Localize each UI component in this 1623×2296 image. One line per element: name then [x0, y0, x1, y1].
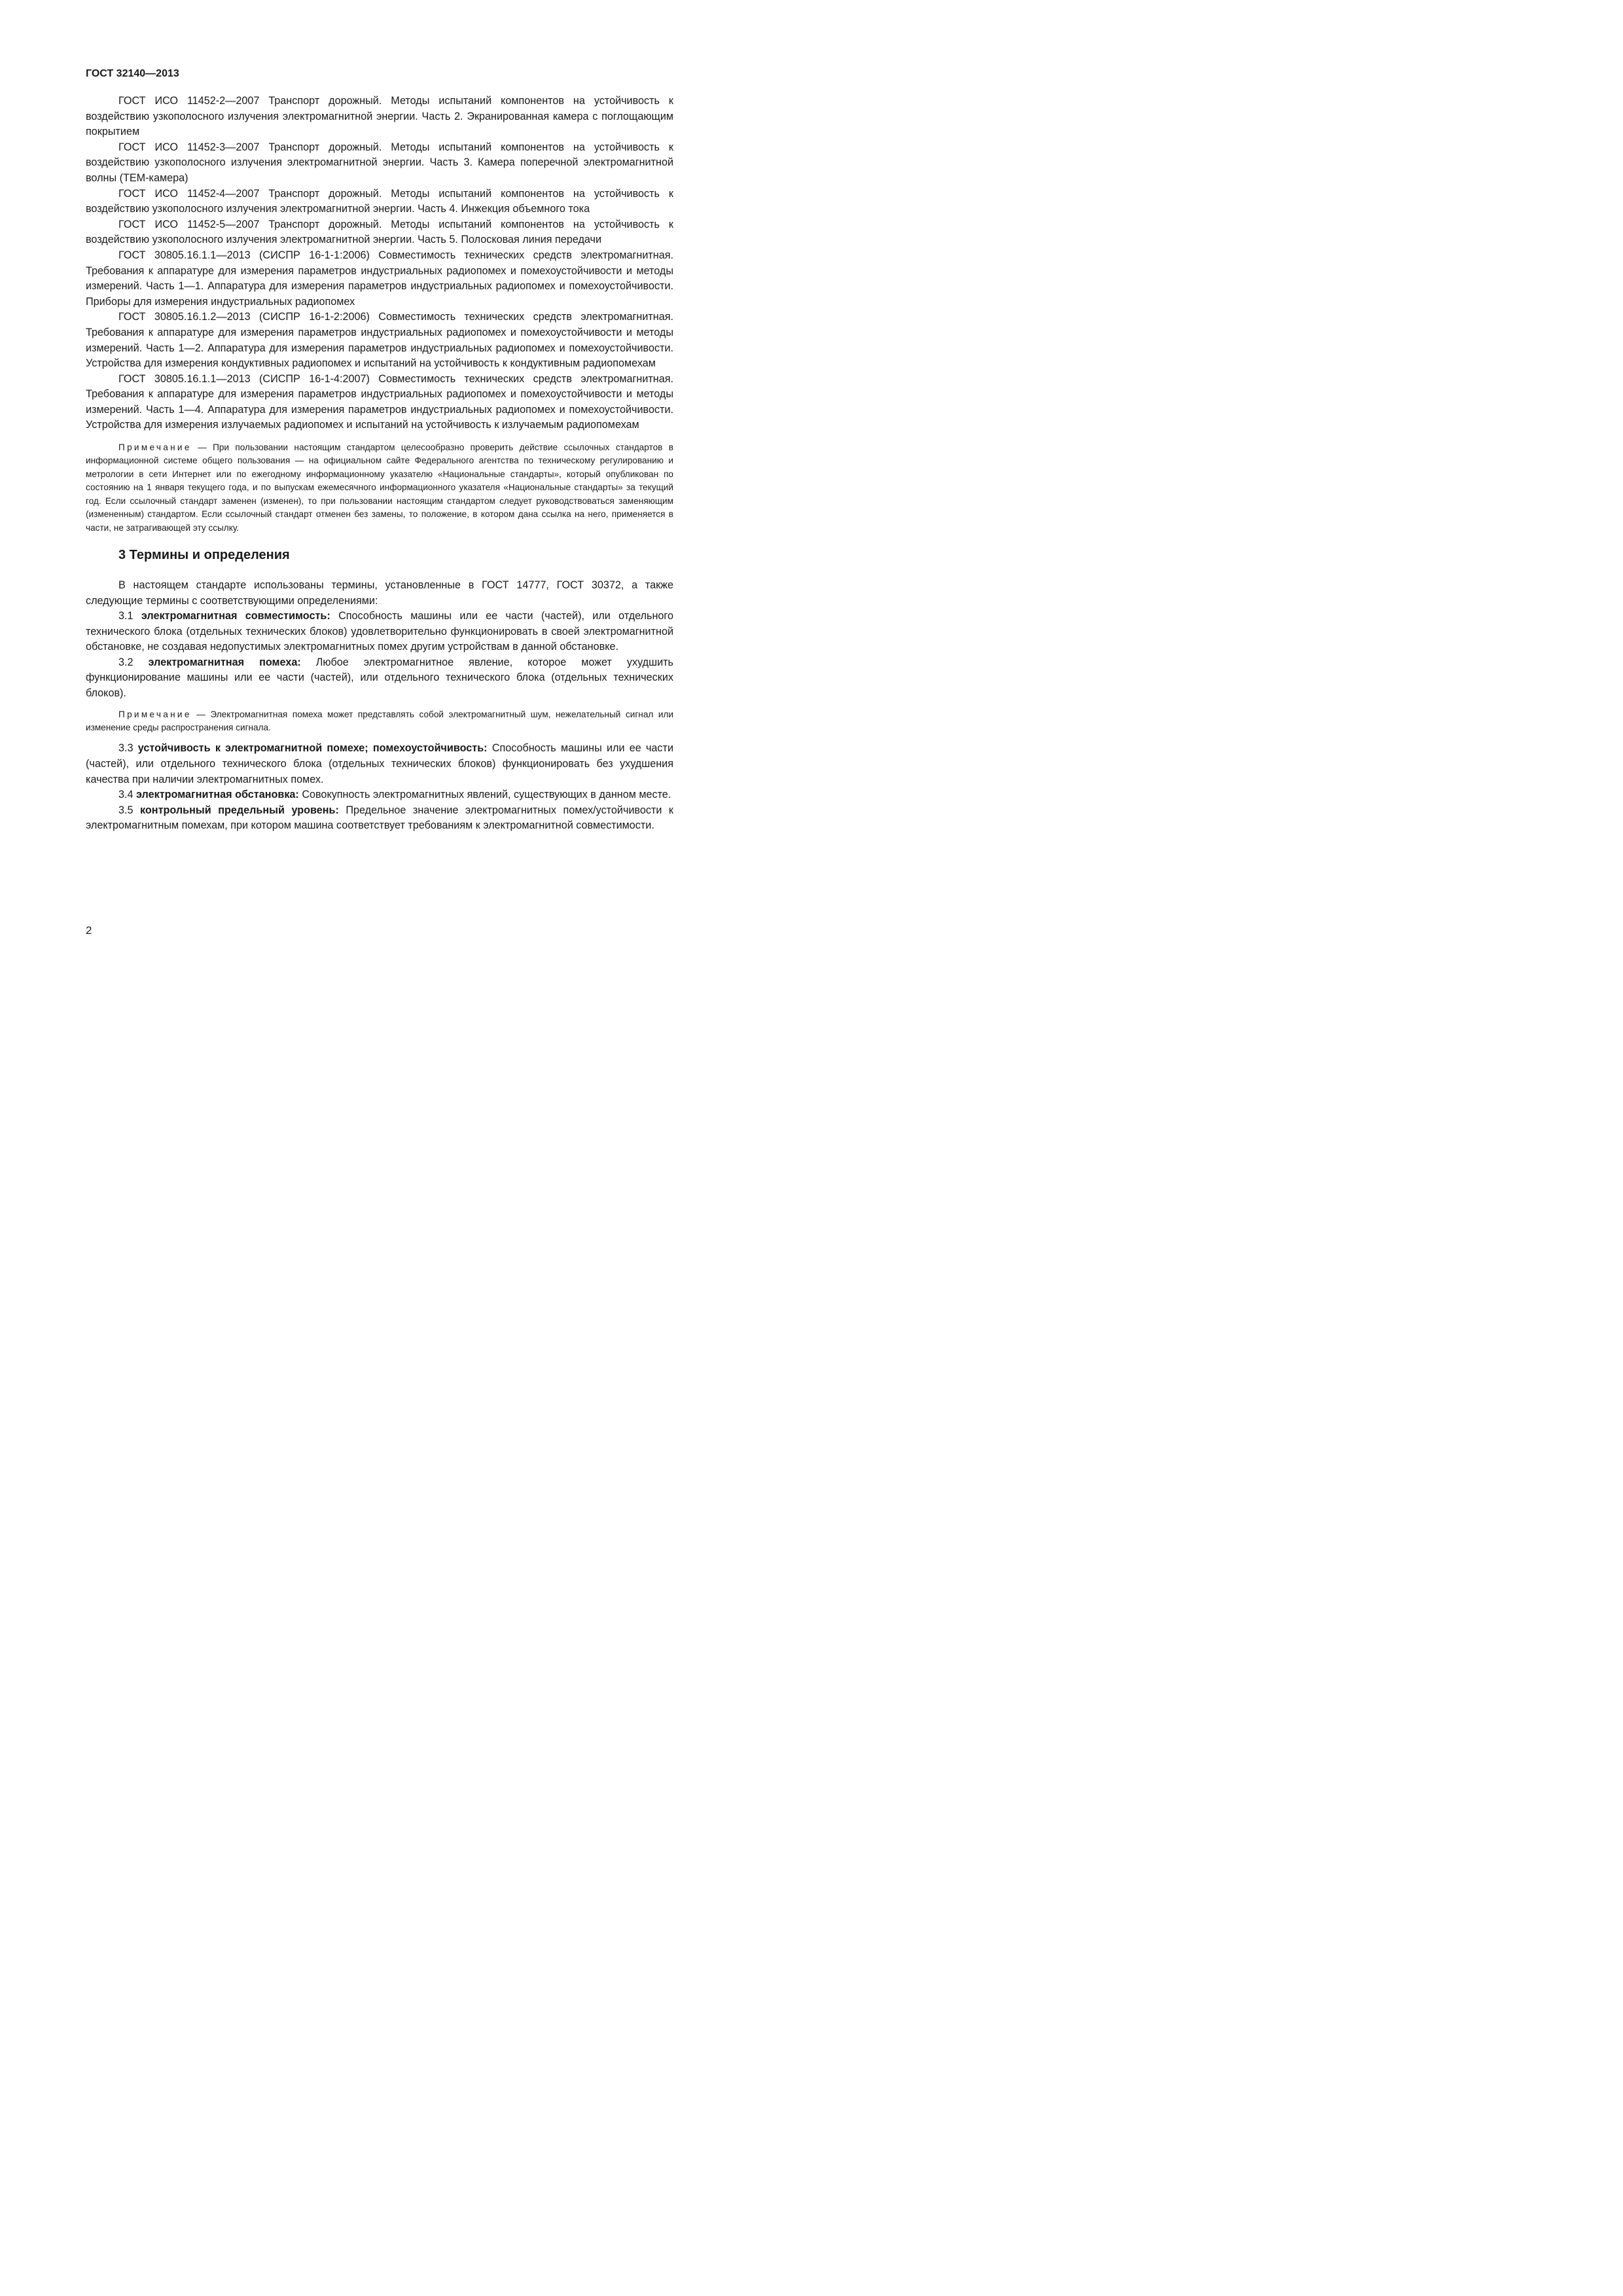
- reference-item: ГОСТ ИСО 11452-4—2007 Транспорт дорожный. Методы испытаний компонентов на устойчивость к воздействию узкополосного излучения электромагнитной энергии. Часть 4. Инжекция объемного тока: [86, 187, 673, 215]
- reference-item: ГОСТ 30805.16.1.2—2013 (СИСПР 16-1-2:2006) Совместимость технических средств электромагнитная. Требования к аппаратуре для измерения параметров индустриальных радиопомех и помехоустойчивости и методы измерений. Часть 1—2. Аппаратура для измерения параметров индустриальных радиопомех и помехоустойчивости. Устройства для измерения кондуктивных радиопомех и испытаний на устойчивость к кондуктивным радиопомехам: [86, 311, 673, 370]
- section-intro: В настоящем стандарте использованы термины, установленные в ГОСТ 14777, ГОСТ 30372, а также следующие термины с соответствующими определениями:: [86, 579, 673, 607]
- note-text: — Электромагнитная помеха может представлять собой электромагнитный шум, нежелательный сигнал или изменение среды распространения сигнала.: [86, 709, 673, 733]
- reference-item: ГОСТ 30805.16.1.1—2013 (СИСПР 16-1-4:2007) Совместимость технических средств электромагнитная. Требования к аппаратуре для измерения параметров индустриальных радиопомех и помехоустойчивости и методы измерений. Часть 1—4. Аппаратура для измерения параметров индустриальных радиопомех и помехоустойчивости. Устройства для измерения излучаемых радиопомех и испытаний на устойчивость к излучаемым радиопомехам: [86, 372, 673, 431]
- document-body: [86, 94, 673, 834]
- term-name: электромагнитная помеха:: [148, 656, 301, 668]
- reference-item: ГОСТ ИСО 11452-5—2007 Транспорт дорожный. Методы испытаний компонентов на устойчивость к воздействию узкополосного излучения электромагнитной энергии. Часть 5. Полосковая линия передачи: [86, 218, 673, 246]
- term-number: 3.5: [118, 804, 141, 816]
- term-name: устойчивость к электромагнитной помехе; помехоустойчивость:: [137, 742, 488, 755]
- note-text: — При пользовании настоящим стандартом целесообразно проверить действие ссылочных стандартов в информационной системе общего пользования — на официальном сайте Федерального агентства по техническому регулированию и метрологии в сети Интернет или по ежегодному информационному указателю «Национальные стандарты», который опубликован по состоянию на 1 января текущего года, и по выпускам ежемесячного информационного указателя «Национальные стандарты» за текущий год. Если ссылочный стандарт заменен (изменен), то при пользовании настоящим стандартом следует руководствоваться заменяющим (измененным) стандартом. Если ссылочный стандарт отменен без замены, то положение, в котором дана ссылка на него, применяется в части, не затрагивающей эту ссылку.: [86, 442, 673, 533]
- term-text: Способность машины или ее части (частей), или отдельного технического блока (отдельных технических блоков) удовлетворительно функционировать в своей электромагнитной обстановке, не создавая недопустимых электромагнитных помех другим устройствам в данной обстановке.: [86, 610, 673, 653]
- section-title: 3 Термины и определения: [118, 547, 290, 562]
- term-text: Любое электромагнитное явление, которое может ухудшить функционирование машины или ее части (частей), или отдельного технического блока (отдельных технических блоков).: [86, 656, 673, 700]
- term-definition: [86, 655, 673, 702]
- term-number: 3.4: [118, 789, 137, 801]
- term-text: Предельное значение электромагнитных помех/устойчивости к электромагнитным помехам, при котором машина соответствует требованиям к электромагнитной совместимости.: [86, 804, 673, 832]
- term-definition: [86, 803, 673, 834]
- term-number: 3.3: [118, 742, 138, 755]
- reference-item: ГОСТ ИСО 11452-2—2007 Транспорт дорожный. Методы испытаний компонентов на устойчивость к воздействию узкополосного излучения электромагнитной энергии. Часть 2. Экранированная камера с поглощающим покрытием: [86, 95, 673, 138]
- term-name: электромагнитная совместимость:: [141, 610, 330, 622]
- reference-item: ГОСТ ИСО 11452-3—2007 Транспорт дорожный. Методы испытаний компонентов на устойчивость к воздействию узкополосного излучения электромагнитной энергии. Часть 3. Камера поперечной электромагнитной волны (ТЕМ-камера): [86, 141, 673, 184]
- term-text: Способность машины или ее части (частей), или отдельного технического блока (отдельных технических блоков) функционировать без ухудшения качества при наличии электромагнитных помех.: [86, 742, 673, 785]
- term-name: контрольный предельный уровень:: [140, 804, 339, 816]
- term-definition: [86, 787, 673, 803]
- document-header: ГОСТ 32140—2013: [86, 68, 179, 79]
- note-label: Примечание: [118, 442, 192, 453]
- term-number: 3.1: [118, 610, 141, 622]
- note-interference: [86, 708, 673, 735]
- note-references: [86, 441, 673, 535]
- document-page: [0, 0, 722, 1022]
- note-label: Примечание: [118, 709, 192, 719]
- term-text: Совокупность электромагнитных явлений, существующих в данном месте.: [298, 789, 671, 801]
- term-number: 3.2: [118, 656, 149, 668]
- page-number: 2: [86, 924, 92, 937]
- term-definition: [86, 741, 673, 787]
- term-definition: [86, 609, 673, 655]
- reference-item: ГОСТ 30805.16.1.1—2013 (СИСПР 16-1-1:2006) Совместимость технических средств электромагнитная. Требования к аппаратуре для измерения параметров индустриальных радиопомех и помехоустойчивости и методы измерений. Часть 1—1. Аппаратура для измерения параметров индустриальных радиопомех и помехоустойчивости. Приборы для измерения индустриальных радиопомех: [86, 249, 673, 308]
- term-name: электромагнитная обстановка:: [136, 789, 299, 801]
